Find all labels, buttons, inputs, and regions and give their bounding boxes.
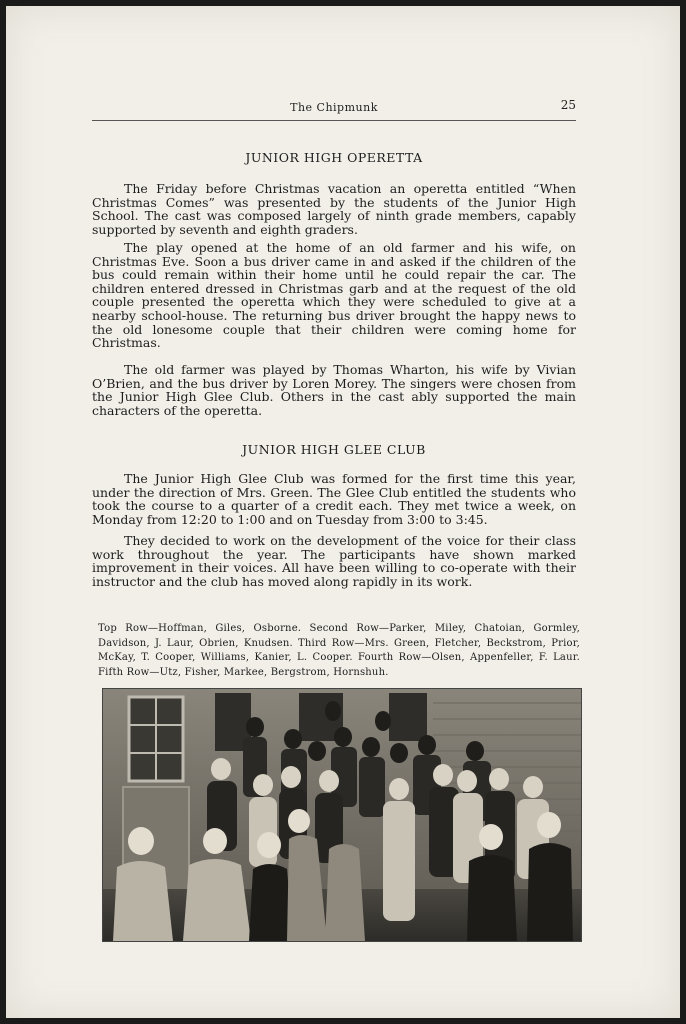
paragraph: The play opened at the home of an old farmer and his wife, on Christmas Eve. Soon a bus driver came in and asked if the children of the bus could remain within their home until he could repair the car. The children entered dressed in Christmas garb and at the request of the old couple presented the operetta which they were scheduled to give at a nearby school-house. The returning bus driver brought the happy news to the old lonesome couple that their children were coming home for Christmas. bbox=[92, 240, 576, 351]
photo-caption: Top Row—Hoffman, Giles, Osborne. Second Row—Parker, Miley, Chatoian, Gormley, Davidson, J. Laur, Obrien, Knudsen. Third Row—Mrs. Green, Fletcher, Beckstrom, Prior, McKay, T. Cooper, Williams, Kanier, L. Cooper. Fourth Row—Olsen, Appenfeller, F. Laur. Fifth Row—Utz, Fisher, Markee, Bergstrom, Hornshuh. bbox=[98, 623, 580, 678]
group-photograph bbox=[102, 688, 582, 942]
section-heading-operetta: JUNIOR HIGH OPERETTA bbox=[245, 150, 423, 165]
section-heading-glee-club: JUNIOR HIGH GLEE CLUB bbox=[242, 442, 426, 457]
paragraph: The old farmer was played by Thomas Wharton, his wife by Vivian O’Brien, and the bus driver by Loren Morey. The singers were chosen from the Junior High Glee Club. Others in the cast ably supported the main characters of the operetta. bbox=[92, 362, 576, 418]
running-header bbox=[92, 92, 576, 121]
paragraph: The Friday before Christmas vacation an operetta entitled “When Christmas Comes” was presented by the students of the Junior High School. The cast was composed largely of ninth grade members, capably supported by seventh and eighth graders. bbox=[92, 181, 576, 237]
publication-title: The Chipmunk bbox=[290, 101, 378, 114]
paragraph: They decided to work on the development of the voice for their class work throughout the year. The participants have shown marked improvement in their voices. All have been willing to co-operate with their instructor and the club has moved along rapidly in its work. bbox=[92, 533, 576, 589]
page bbox=[6, 6, 680, 1018]
paragraph: The Junior High Glee Club was formed for the first time this year, under the direction of Mrs. Green. The Glee Club entitled the students who took the course to a quarter of a credit each. They met twice a week, on Monday from 12:20 to 1:00 and on Tuesday from 3:00 to 3:45. bbox=[92, 471, 576, 527]
page-number: 25 bbox=[560, 98, 576, 112]
